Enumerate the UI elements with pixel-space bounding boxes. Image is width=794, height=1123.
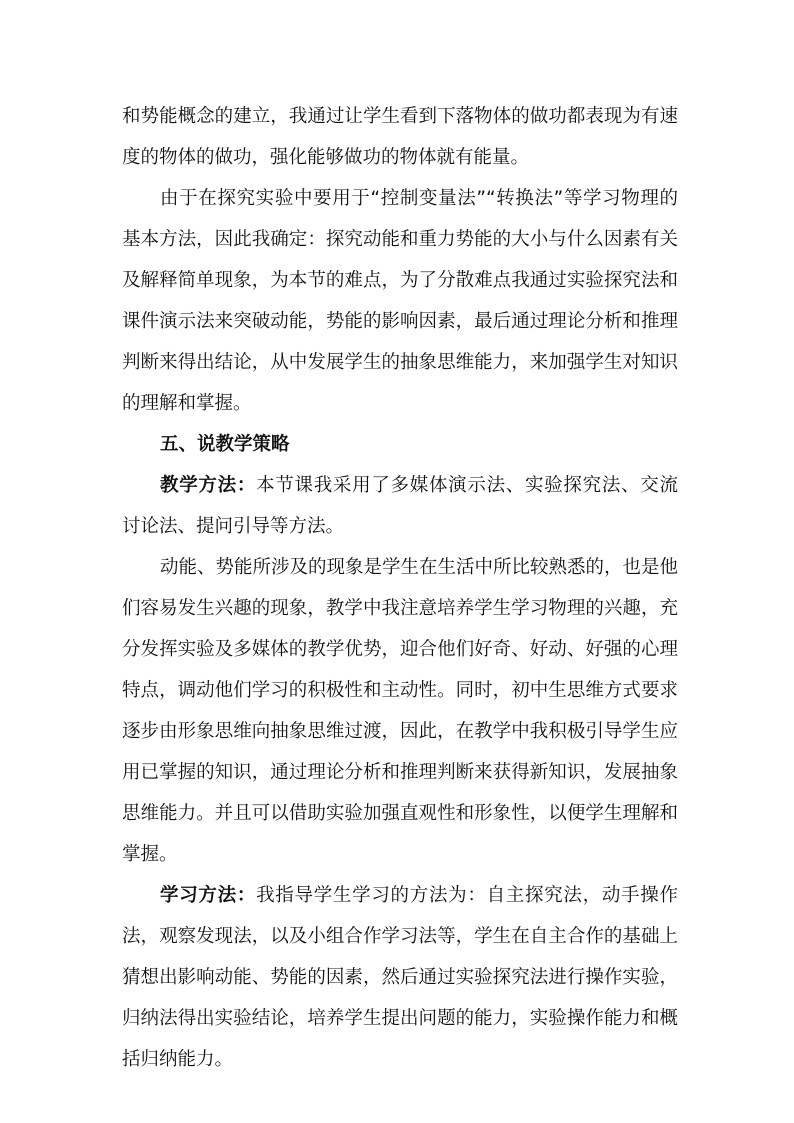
teaching-method-label: 教学方法： <box>160 475 257 496</box>
paragraph-teaching-method <box>122 465 678 547</box>
section-heading-teaching-strategy: 五、说教学策略 <box>160 434 290 455</box>
paragraph-energy-concept: 和势能概念的建立，我通过让学生看到下落物体的做功都表现为有速度的物体的做功，强化能够做功的物体就有能量。 <box>122 106 678 168</box>
learning-method-text: 我指导学生学习的方法为：自主探究法，动手操作法，观察发现法，以及小组合作学习法等，学生在自主合作的基础上猜想出影响动能、势能的因素，然后通过实验探究法进行操作实验，归纳法得出实验结论，培养学生提出问题的能力，实验操作能力和概括归纳能力。 <box>122 885 678 1070</box>
document-body <box>122 96 678 1080</box>
paragraph-difficulty: 由于在探究实验中要用于“控制变量法”“转换法”等学习物理的基本方法，因此我确定：探究动能和重力势能的大小与什么因素有关及解释简单现象，为本节的难点，为了分散难点我通过实验探究法和课件演示法来突破动能，势能的影响因素，最后通过理论分析和推理判断来得出结论，从中发展学生的抽象思维能力，来加强学生对知识的理解和掌握。 <box>122 188 678 414</box>
learning-method-label: 学习方法： <box>160 885 257 906</box>
paragraph-student-interest: 动能、势能所涉及的现象是学生在生活中所比较熟悉的，也是他们容易发生兴趣的现象，教学中我注意培养学生学习物理的兴趣，充分发挥实验及多媒体的教学优势，迎合他们好奇、好动、好强的心理特点，调动他们学习的积极性和主动性。同时，初中生思维方式要求逐步由形象思维向抽象思维过渡，因此，在教学中我积极引导学生应用已掌握的知识，通过理论分析和推理判断来获得新知识，发展抽象思维能力。并且可以借助实验加强直观性和形象性，以便学生理解和掌握。 <box>122 557 679 865</box>
teaching-method-text: 本节课我采用了多媒体演示法、实验探究法、交流讨论法、提问引导等方法。 <box>122 475 678 537</box>
paragraph-learning-method <box>122 875 678 1080</box>
